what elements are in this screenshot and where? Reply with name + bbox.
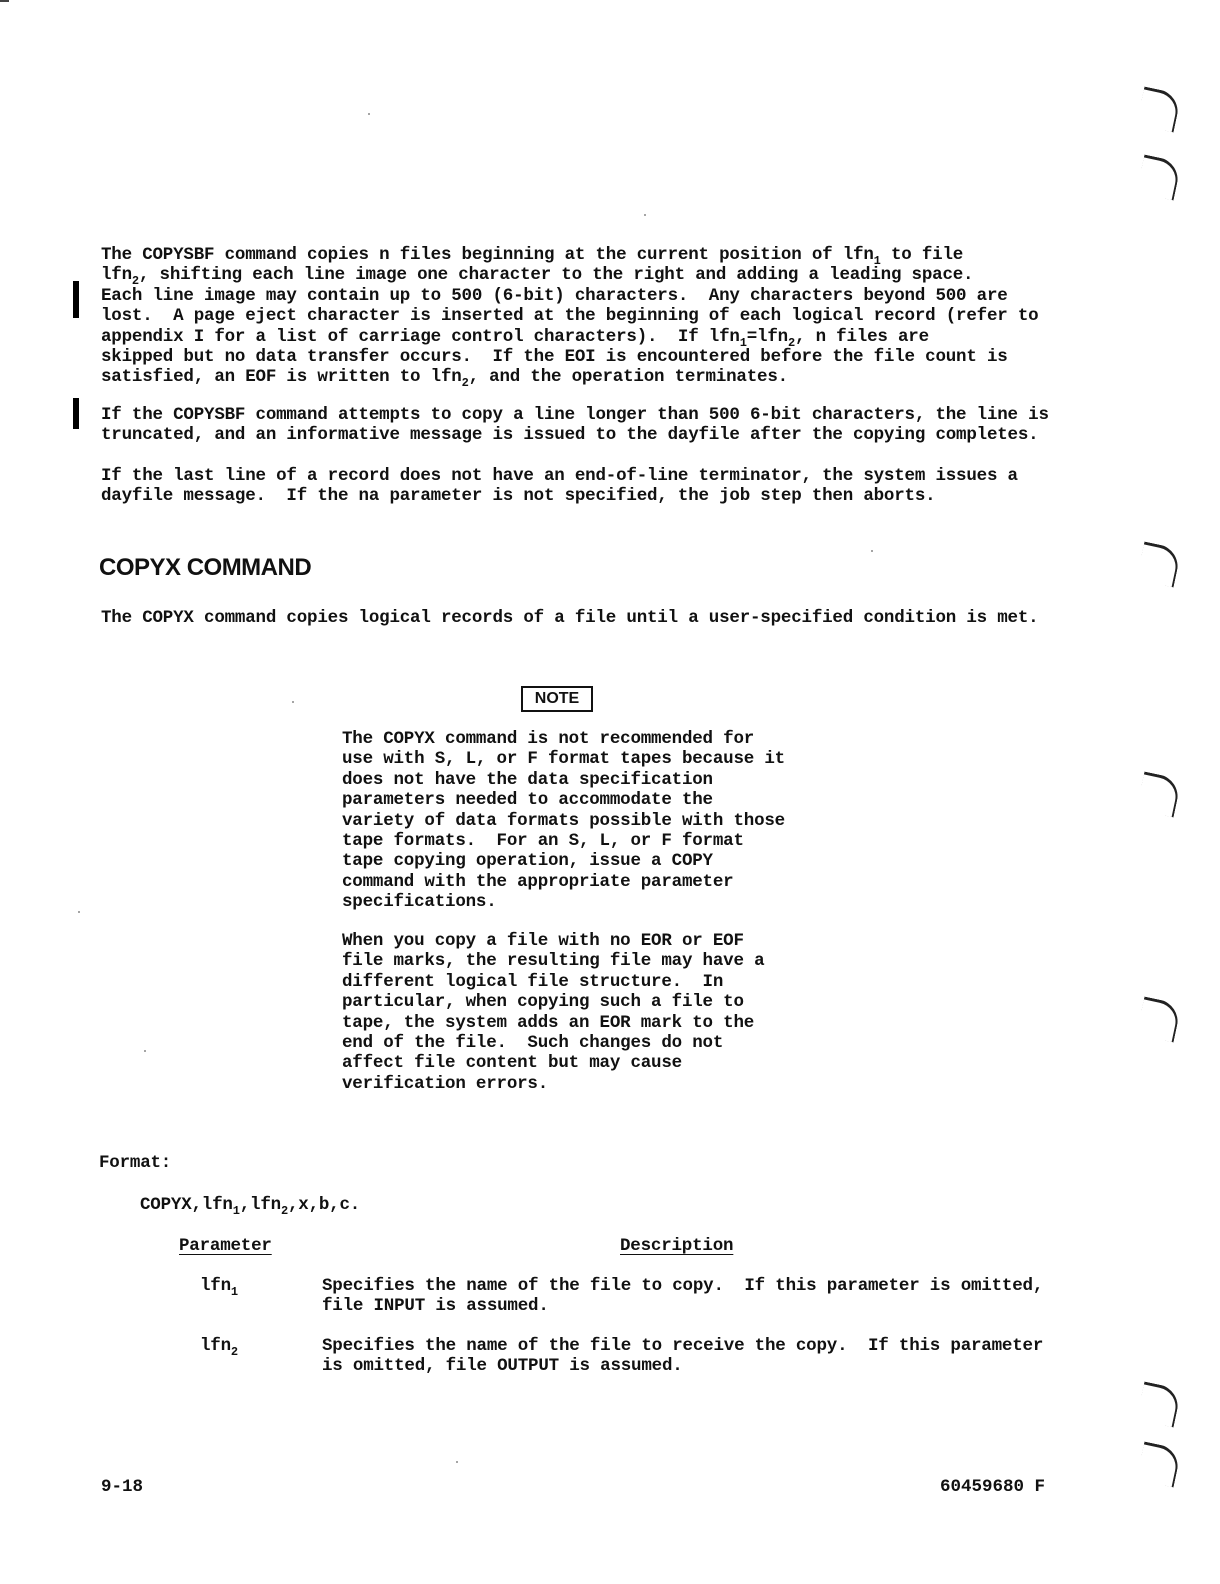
text-line: verification errors. [342,1073,549,1094]
text-line: file INPUT is assumed. [322,1296,549,1317]
text-line: file marks, the resulting file may have a [342,951,765,972]
subscript: 2 [461,376,469,391]
text-run: ,lfn [239,1195,281,1215]
binder-hole-mark [1136,1381,1181,1427]
text-run: lfn [101,265,132,286]
text-line: Specifies the name of the file to receive the copy. If this parameter [322,1336,1044,1356]
text-line [101,245,1038,268]
text-line: parameters needed to accommodate the [342,790,713,811]
text-run: , n files are [794,326,929,347]
text-run: satisfied, an EOF is written to lfn [101,367,462,388]
section-heading: COPYX COMMAND [99,554,312,581]
text-line [101,347,1038,367]
text-run: skipped but no data transfer occurs. If the EOI is encountered before the file count is [101,347,1008,368]
text-run: lfn [200,1276,231,1296]
text-run: ,x,b,c. [287,1195,361,1215]
text-run: truncated, and an informative message is issued to the dayfile after the copying completes. [101,425,1039,446]
binder-hole-mark [1136,996,1181,1042]
text-line [101,306,1038,326]
scan-speck [456,1461,458,1463]
text-run: to file [880,245,964,265]
subscript: 2 [787,335,795,350]
text-line: command with the appropriate parameter [342,871,734,892]
text-run: lfn [200,1336,231,1356]
subscript: 1 [739,335,747,350]
text-line: tape formats. For an S, L, or F format [342,831,744,852]
format-syntax [140,1195,361,1218]
parameter-column-header: Parameter [179,1236,272,1256]
subscript: 2 [131,274,139,289]
text-line [101,466,1018,486]
text-line [101,265,1038,289]
subscript: 2 [280,1204,288,1218]
text-line [101,286,1038,306]
document-number: 60459680 F [940,1477,1046,1497]
text-line: affect file content but may cause [342,1053,682,1074]
text-run: Each line image may contain up to 500 (6-bit) characters. Any characters beyond 500 are [101,285,1008,306]
param-desc-lfn2 [322,1336,1043,1377]
text-line: use with S, L, or F format tapes because it [342,749,785,770]
text-line: specifications. [342,892,497,913]
page-corner-mark [0,0,9,2]
binder-hole-mark [1136,541,1181,587]
subscript: 1 [230,1285,238,1299]
change-bar [73,398,79,429]
note-paragraph-2 [342,931,764,1094]
note-label: NOTE [521,686,593,712]
text-run: If the COPYSBF command attempts to copy a line longer than 500 6-bit characters, the line is [101,405,1049,425]
binder-hole-mark [1136,771,1181,817]
text-run: , shifting each line image one character to the right and adding a leading space. [138,265,974,286]
scan-speck [368,113,370,115]
scan-speck [78,911,80,913]
scan-speck [644,214,646,216]
text-line [101,326,1038,350]
text-run: If the last line of a record does not have an end-of-line terminator, the system issues a [101,466,1018,486]
intro-paragraph-1 [101,245,1039,391]
text-line: does not have the data specification [342,769,713,790]
text-line: Specifies the name of the file to copy. If this parameter is omitted, [322,1276,1044,1296]
subscript: 2 [230,1345,238,1359]
change-bar [73,281,79,318]
text-run: COPYX,lfn [140,1195,233,1215]
text-line: end of the file. Such changes do not [342,1033,724,1054]
text-line: When you copy a file with no EOR or EOF [342,931,744,951]
text-run: appendix I for a list of carriage control characters). If lfn [101,326,740,347]
param-name-lfn2 [200,1336,238,1359]
text-run: lost. A page eject character is inserted at the beginning of each logical record (refer to [101,306,1039,327]
page-number: 9-18 [101,1477,144,1497]
text-line: The COPYX command is not recommended for [342,729,755,749]
intro-paragraph-3 [101,466,1018,507]
scan-speck [871,550,873,552]
text-line: tape copying operation, issue a COPY [342,851,713,872]
text-run: The COPYSBF command copies n files beginning at the current position of lfn [101,245,874,265]
subscript: 1 [232,1204,240,1218]
text-line: variety of data formats possible with those [342,810,785,831]
binder-hole-mark [1136,1441,1181,1487]
text-line [101,367,1038,391]
text-run: , and the operation terminates. [468,367,788,388]
note-paragraph-1 [342,729,785,913]
text-line: tape, the system adds an EOR mark to the [342,1012,755,1033]
text-line: particular, when copying such a file to [342,992,744,1013]
binder-hole-mark [1136,154,1181,200]
text-line: is omitted, file OUTPUT is assumed. [322,1356,683,1377]
section-intro: The COPYX command copies logical records of a file until a user-specified condition is met. [101,608,1039,628]
param-name-lfn1 [200,1276,238,1299]
scan-speck [292,701,294,703]
text-line [101,425,1049,445]
text-line: different logical file structure. In [342,971,724,992]
description-column-header: Description [620,1236,734,1256]
subscript: 1 [873,254,881,268]
binder-hole-mark [1136,86,1181,132]
param-desc-lfn1 [322,1276,1043,1317]
text-line [101,405,1049,425]
text-run: dayfile message. If the na parameter is not specified, the job step then aborts. [101,486,936,507]
text-run: =lfn [746,326,788,347]
format-label: Format: [99,1153,172,1173]
intro-paragraph-2 [101,405,1049,446]
scan-speck [144,1050,146,1052]
text-line [101,486,1018,506]
